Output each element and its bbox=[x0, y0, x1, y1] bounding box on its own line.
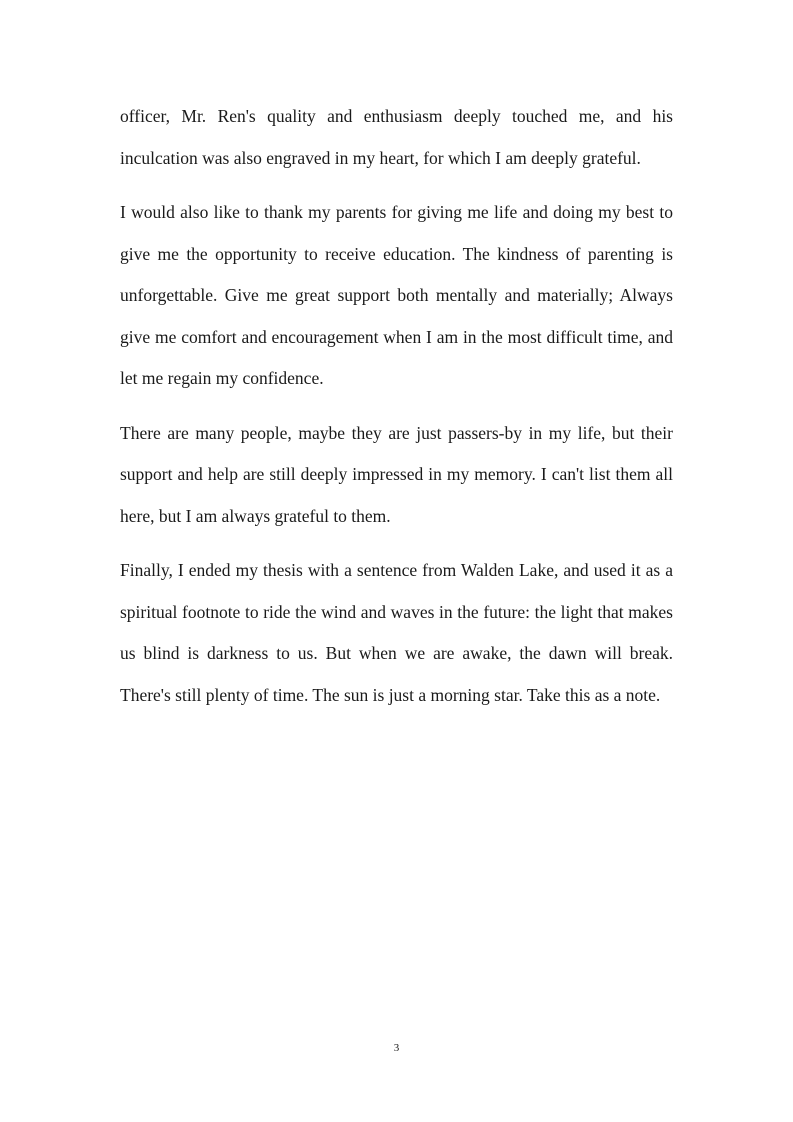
page-body bbox=[120, 96, 673, 716]
paragraph-gratitude-officer: officer, Mr. Ren's quality and enthusiasm deeply touched me, and his inculcation was also engraved in my heart, for which I am deeply grateful. bbox=[120, 106, 673, 168]
page-number: 3 bbox=[393, 1042, 400, 1054]
paragraph-closing-quote: Finally, I ended my thesis with a sentence from Walden Lake, and used it as a spiritual footnote to ride the wind and waves in the future: the light that makes us blind is darkness to us. But when we are awake, the dawn will break. There's still plenty of time. The sun is just a morning star. Take this as a note. bbox=[120, 560, 673, 705]
paragraph-thanks-others: There are many people, maybe they are just passers-by in my life, but their support and help are still deeply impressed in my memory. I can't list them all here, but I am always grateful to them. bbox=[120, 422, 673, 526]
paragraph-thanks-parents: I would also like to thank my parents for giving me life and doing my best to give me the opportunity to receive education. The kindness of parenting is unforgettable. Give me great support both mentally and materially; Always give me comfort and encouragement when I am in the most difficult time, and let me regain my confidence. bbox=[120, 202, 673, 388]
